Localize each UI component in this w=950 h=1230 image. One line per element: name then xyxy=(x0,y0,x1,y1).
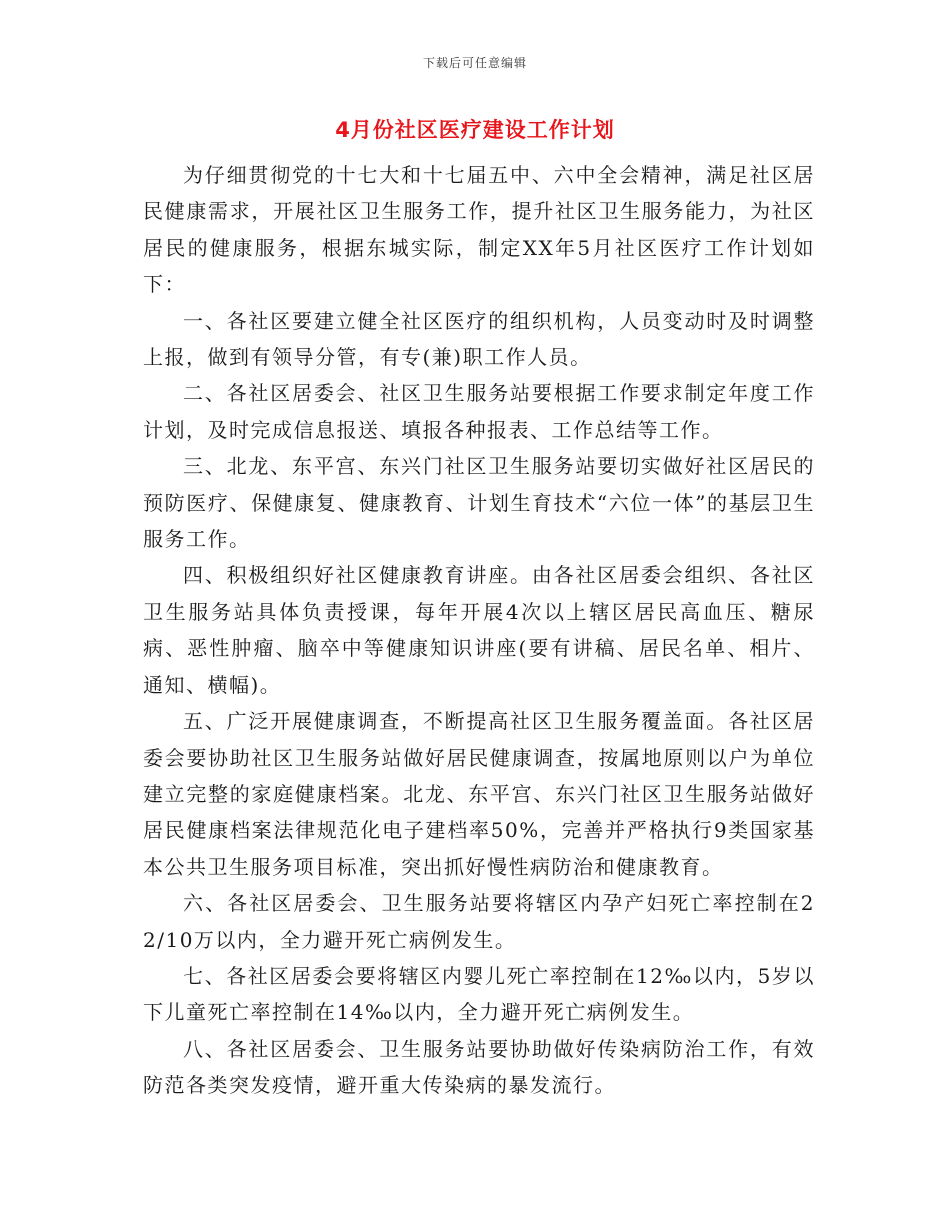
document-title: 4月份社区医疗建设工作计划 xyxy=(335,118,615,142)
paragraph-item-5: 五、广泛开展健康调查，不断提高社区卫生服务覆盖面。各社区居委会要协助社区卫生服务站做好居民健康调查，按属地原则以户为单位建立完整的家庭健康档案。北龙、东平宫、东兴门社区卫生服务站做好居民健康档案法律规范化电子建档率50%，完善并严格执行9类国家基本公共卫生服务项目标准，突出抓好慢性病防治和健康教育。 xyxy=(143,709,815,879)
paragraph-item-4: 四、积极组织好社区健康教育讲座。由各社区居委会组织、各社区卫生服务站具体负责授课，每年开展4次以上辖区居民高血压、糖尿病、恶性肿瘤、脑卒中等健康知识讲座(要有讲稿、居民名单、相片、通知、横幅)。 xyxy=(143,563,815,697)
paragraph-intro: 为仔细贯彻党的十七大和十七届五中、六中全会精神，满足社区居民健康需求，开展社区卫生服务工作，提升社区卫生服务能力，为社区居民的健康服务，根据东城实际，制定XX年5月社区医疗工作计划如下： xyxy=(143,163,815,297)
paragraph-item-6: 六、各社区居委会、卫生服务站要将辖区内孕产妇死亡率控制在22/10万以内，全力避开死亡病例发生。 xyxy=(143,891,815,952)
header-note: 下载后可任意编辑 xyxy=(422,56,527,70)
paragraph-item-1: 一、各社区要建立健全社区医疗的组织机构，人员变动时及时调整上报，做到有领导分管，有专(兼)职工作人员。 xyxy=(143,308,815,370)
paragraph-item-2: 二、各社区居委会、社区卫生服务站要根据工作要求制定年度工作计划，及时完成信息报送、填报各种报表、工作总结等工作。 xyxy=(143,381,815,442)
paragraph-item-7: 七、各社区居委会要将辖区内婴儿死亡率控制在12‰以内，5岁以下儿童死亡率控制在14‰以内，全力避开死亡病例发生。 xyxy=(143,963,815,1025)
paragraph-item-3: 三、北龙、东平宫、东兴门社区卫生服务站要切实做好社区居民的预防医疗、保健康复、健康教育、计划生育技术“六位一体”的基层卫生服务工作。 xyxy=(143,454,815,552)
document-body xyxy=(143,157,815,1104)
paragraph-item-8: 八、各社区居委会、卫生服务站要协助做好传染病防治工作，有效防范各类突发疫情，避开重大传染病的暴发流行。 xyxy=(143,1036,815,1098)
